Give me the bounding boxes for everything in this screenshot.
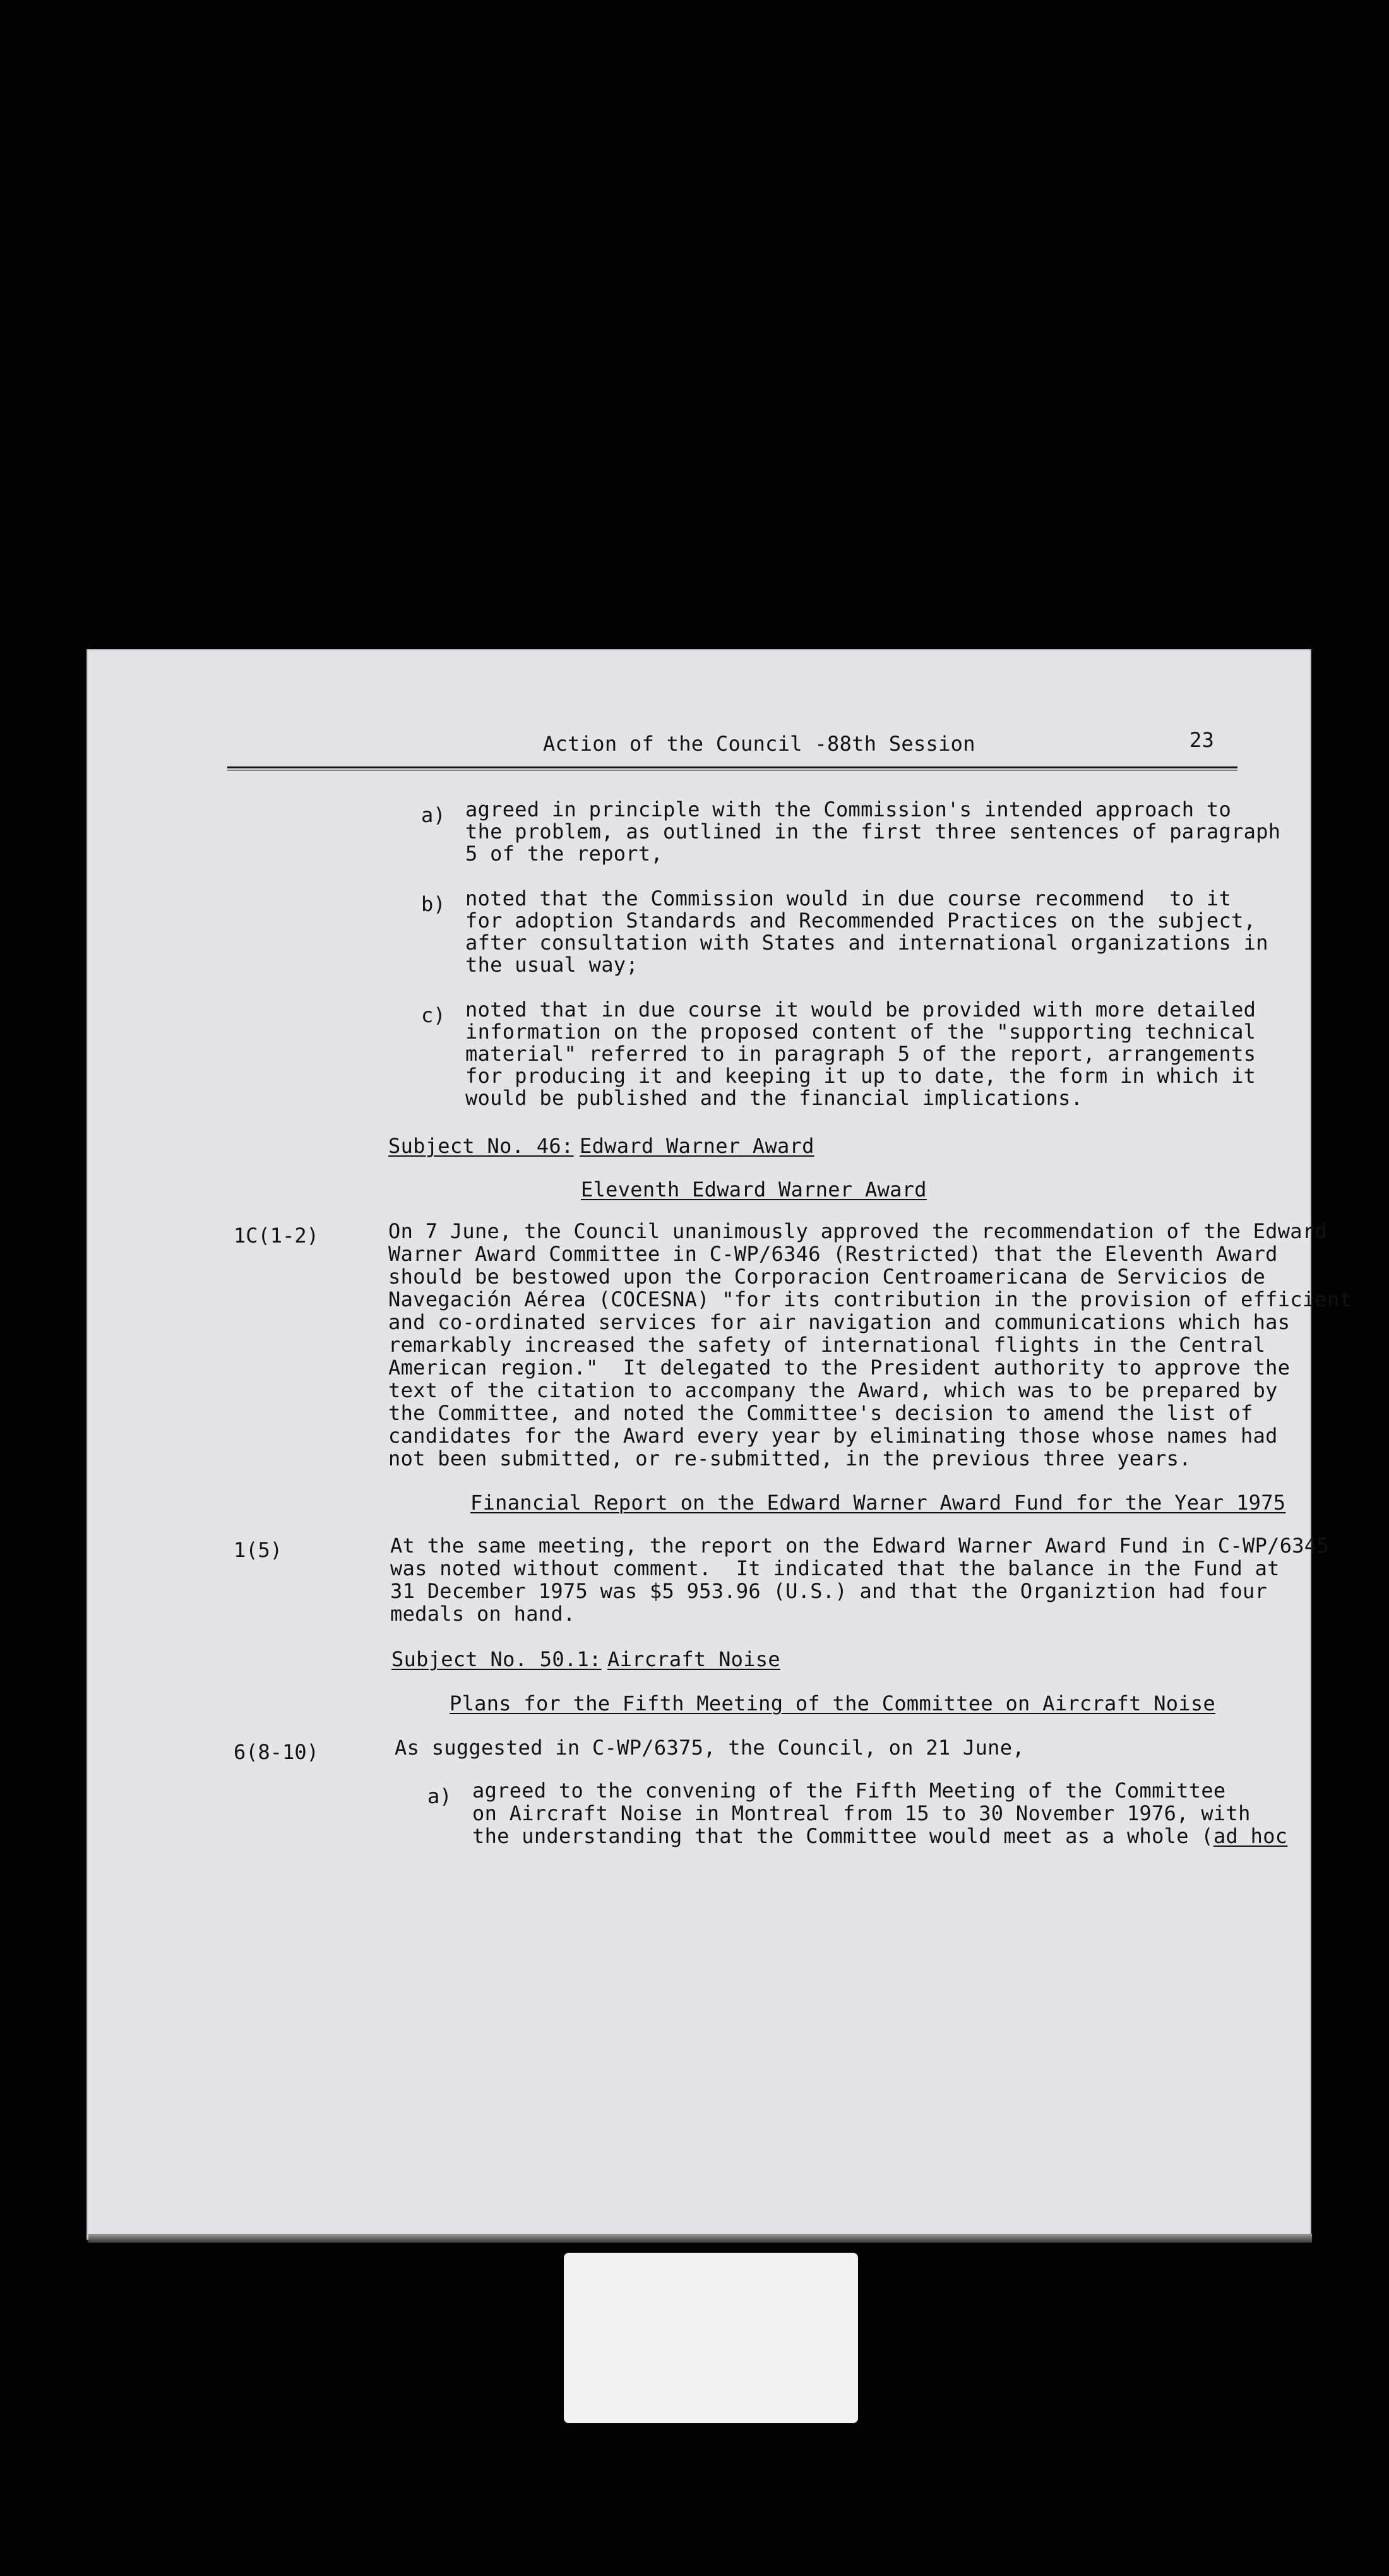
item-c-line: noted that in due course it would be provided with more detailed [465,998,1256,1022]
item-a-line: agreed in principle with the Commission's intended approach to [465,797,1232,821]
award-paragraph-line: American region." It delegated to the President authority to approve the [388,1356,1291,1380]
award-paragraph-line: and co-ordinated services for air navigation and communications which has [388,1310,1291,1334]
subject-title: Aircraft Noise [607,1647,780,1671]
item-a2-line-text: the understanding that the Committee would meet as a whole ( [472,1824,1213,1848]
section-heading: Plans for the Fifth Meeting of the Committee on Aircraft Noise [450,1691,1216,1715]
page-number: 23 [1189,728,1215,752]
award-paragraph-line: should be bestowed upon the Corporacion Centroamericana de Servicios de [388,1265,1266,1289]
item-marker: a) [421,803,446,827]
item-b-line: after consultation with States and international organizations in [465,931,1268,955]
subject-title: Edward Warner Award [580,1134,814,1158]
item-a2-line [472,1825,1287,1847]
award-paragraph-line: On 7 June, the Council unanimously approved the recommendation of the Edward [388,1219,1327,1243]
item-a2-line: agreed to the convening of the Fifth Meeting of the Committee [472,1779,1226,1803]
item-c-line: material" referred to in paragraph 5 of the report, arrangements [465,1042,1256,1066]
subject-label: Subject No. 50.1: [391,1647,602,1671]
margin-reference: 1(5) [234,1538,283,1562]
margin-reference: 6(8-10) [234,1740,319,1764]
financial-paragraph-line: was noted without comment. It indicated that the balance in the Fund at [390,1556,1280,1580]
award-paragraph-line: remarkably increased the safety of international flights in the Central [388,1333,1266,1357]
blank-card [564,2253,858,2423]
header-rule [227,766,1237,768]
award-paragraph-line: Navegación Aérea (COCESNA) "for its contribution in the provision of efficient [388,1287,1352,1311]
award-paragraph-line: Warner Award Committee in C-WP/6346 (Restricted) that the Eleventh Award [388,1242,1278,1266]
latin-phrase: ad hoc [1213,1824,1288,1848]
item-a2-line: on Aircraft Noise in Montreal from 15 to 30 November 1976, with [472,1801,1251,1825]
item-b-line: for adoption Standards and Recommended Practices on the subject, [465,909,1256,933]
item-b-line: noted that the Commission would in due course recommend to it [465,886,1232,910]
item-b-line: the usual way; [465,953,638,977]
financial-paragraph-line: 31 December 1975 was $5 953.96 (U.S.) and that the Organiztion had four [390,1579,1268,1603]
award-paragraph-line: text of the citation to accompany the Award, which was to be prepared by [388,1378,1278,1402]
award-paragraph-line: the Committee, and noted the Committee's decision to amend the list of [388,1401,1253,1425]
item-a-line: the problem, as outlined in the first three sentences of paragraph [465,820,1281,844]
award-paragraph-line: not been submitted, or re-submitted, in the previous three years. [388,1446,1191,1470]
item-marker: b) [421,892,446,916]
subject-label: Subject No. 46: [388,1134,574,1158]
noise-paragraph-line: As suggested in C-WP/6375, the Council, on 21 June, [395,1736,1025,1760]
item-marker: c) [421,1003,446,1027]
item-c-line: for producing it and keeping it up to date, the form in which it [465,1064,1256,1088]
item-c-line: would be published and the financial implications. [465,1086,1083,1110]
section-heading: Eleventh Edward Warner Award [581,1178,927,1202]
header-rule-secondary [227,770,1237,771]
item-c-line: information on the proposed content of the "supporting technical [465,1020,1256,1044]
financial-paragraph-line: medals on hand. [390,1602,576,1626]
item-a-line: 5 of the report, [465,842,664,866]
header-title: Action of the Council -88th Session [543,732,975,756]
financial-paragraph-line: At the same meeting, the report on the Edward Warner Award Fund in C-WP/6345 [390,1534,1329,1558]
page-bottom-edge [88,2234,1312,2243]
section-heading: Financial Report on the Edward Warner Award Fund for the Year 1975 [470,1491,1286,1515]
item-marker: a) [427,1784,452,1808]
award-paragraph-line: candidates for the Award every year by eliminating those whose names had [388,1424,1278,1448]
margin-reference: 1C(1-2) [234,1224,319,1248]
